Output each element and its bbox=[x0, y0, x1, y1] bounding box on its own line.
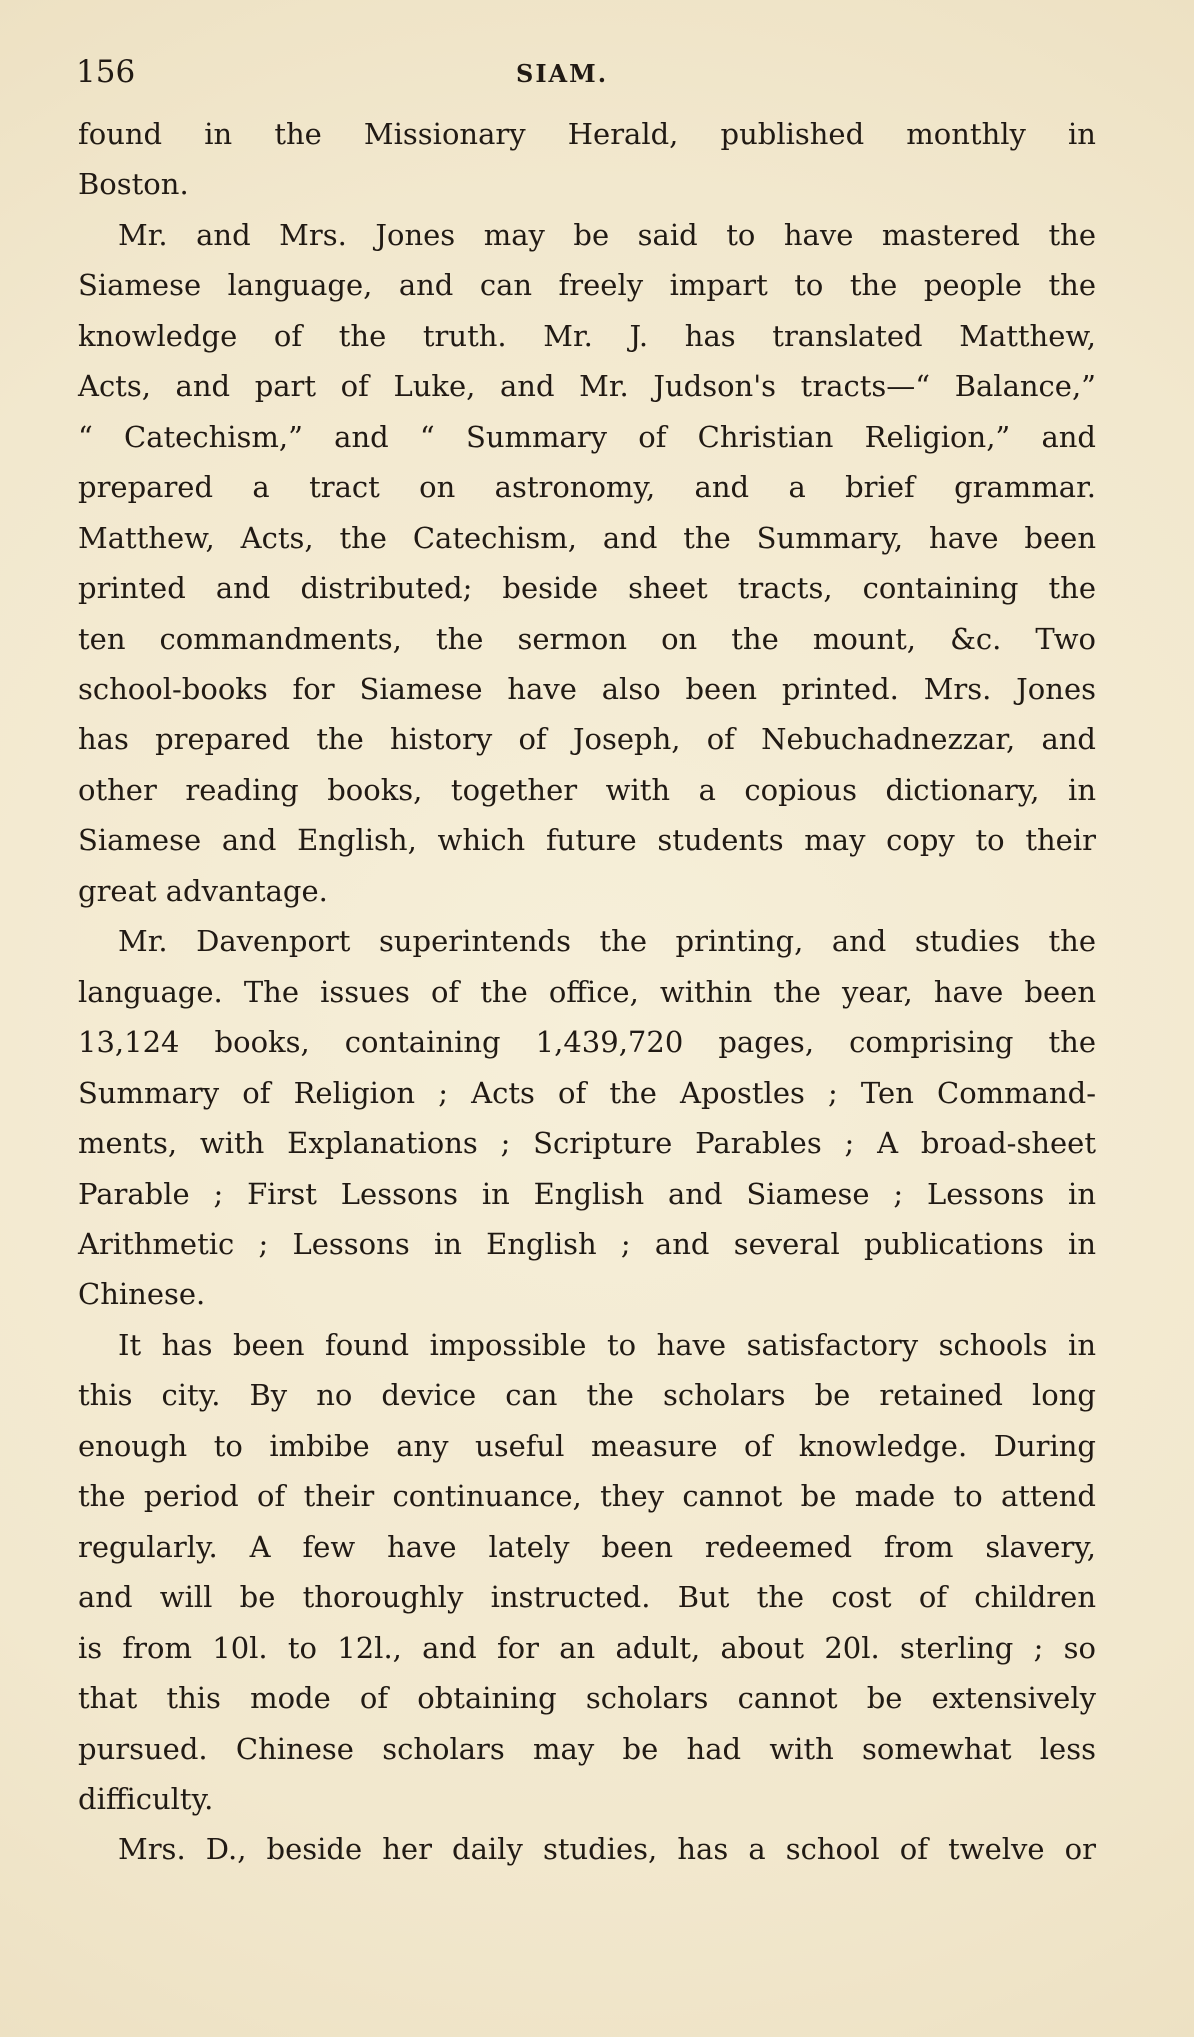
text-line: knowledge of the truth. Mr. J. has translated Matthew, bbox=[78, 318, 1096, 353]
text-line: the period of their continuance, they cannot be made to attend bbox=[78, 1479, 1096, 1514]
text-line: language. The issues of the office, within the year, have been bbox=[78, 974, 1096, 1009]
text-line: enough to imbibe any useful measure of knowledge. During bbox=[78, 1428, 1096, 1463]
running-head: SIAM. bbox=[516, 59, 609, 88]
body-text bbox=[78, 109, 1096, 1875]
text-line: “ Catechism,” and “ Summary of Christian Religion,” and bbox=[78, 419, 1096, 454]
page-header bbox=[76, 52, 1116, 96]
text-line: Acts, and part of Luke, and Mr. Judson's tracts—“ Balance,” bbox=[78, 369, 1096, 404]
text-line: printed and distributed; beside sheet tracts, containing the bbox=[78, 571, 1096, 606]
text-line: ments, with Explanations ; Scripture Parables ; A broad-sheet bbox=[78, 1126, 1096, 1161]
text-line: Arithmetic ; Lessons in English ; and several publications in bbox=[78, 1226, 1096, 1261]
text-line: other reading books, together with a copious dictionary, in bbox=[78, 772, 1096, 807]
text-line: Siamese language, and can freely impart to the people the bbox=[78, 268, 1096, 303]
text-line: Chinese. bbox=[78, 1277, 206, 1312]
text-line: 13,124 books, containing 1,439,720 pages, comprising the bbox=[78, 1025, 1096, 1060]
text-line: difficulty. bbox=[78, 1781, 214, 1816]
text-line: that this mode of obtaining scholars cannot be extensively bbox=[78, 1681, 1096, 1716]
text-line: Matthew, Acts, the Catechism, and the Summary, have been bbox=[78, 520, 1096, 555]
text-line: and will be thoroughly instructed. But the cost of children bbox=[78, 1580, 1096, 1615]
text-line: Mrs. D., beside her daily studies, has a school of twelve or bbox=[118, 1832, 1096, 1867]
text-line: It has been found impossible to have satisfactory schools in bbox=[118, 1327, 1096, 1362]
text-line: found in the Missionary Herald, published monthly in bbox=[78, 117, 1096, 151]
text-line: regularly. A few have lately been redeemed from slavery, bbox=[78, 1529, 1096, 1564]
text-line: has prepared the history of Joseph, of Nebuchadnezzar, and bbox=[78, 722, 1096, 757]
text-line: pursued. Chinese scholars may be had with somewhat less bbox=[78, 1731, 1096, 1766]
text-line: Parable ; First Lessons in English and Siamese ; Lessons in bbox=[78, 1176, 1096, 1211]
text-line: Siamese and English, which future students may copy to their bbox=[78, 823, 1096, 858]
text-line: Boston. bbox=[78, 167, 189, 202]
text-line: is from 10l. to 12l., and for an adult, about 20l. sterling ; so bbox=[78, 1630, 1096, 1665]
text-line: this city. By no device can the scholars be retained long bbox=[78, 1378, 1096, 1413]
text-line: Mr. and Mrs. Jones may be said to have mastered the bbox=[118, 217, 1096, 252]
text-line: ten commandments, the sermon on the mount, &c. Two bbox=[78, 621, 1096, 656]
page-number: 156 bbox=[76, 54, 136, 90]
text-line: school-books for Siamese have also been printed. Mrs. Jones bbox=[78, 671, 1096, 706]
text-line: Summary of Religion ; Acts of the Apostles ; Ten Command- bbox=[78, 1075, 1096, 1110]
text-line: Mr. Davenport superintends the printing, and studies the bbox=[118, 924, 1096, 959]
text-line: great advantage. bbox=[78, 873, 328, 908]
text-line: prepared a tract on astronomy, and a brief grammar. bbox=[78, 470, 1096, 505]
